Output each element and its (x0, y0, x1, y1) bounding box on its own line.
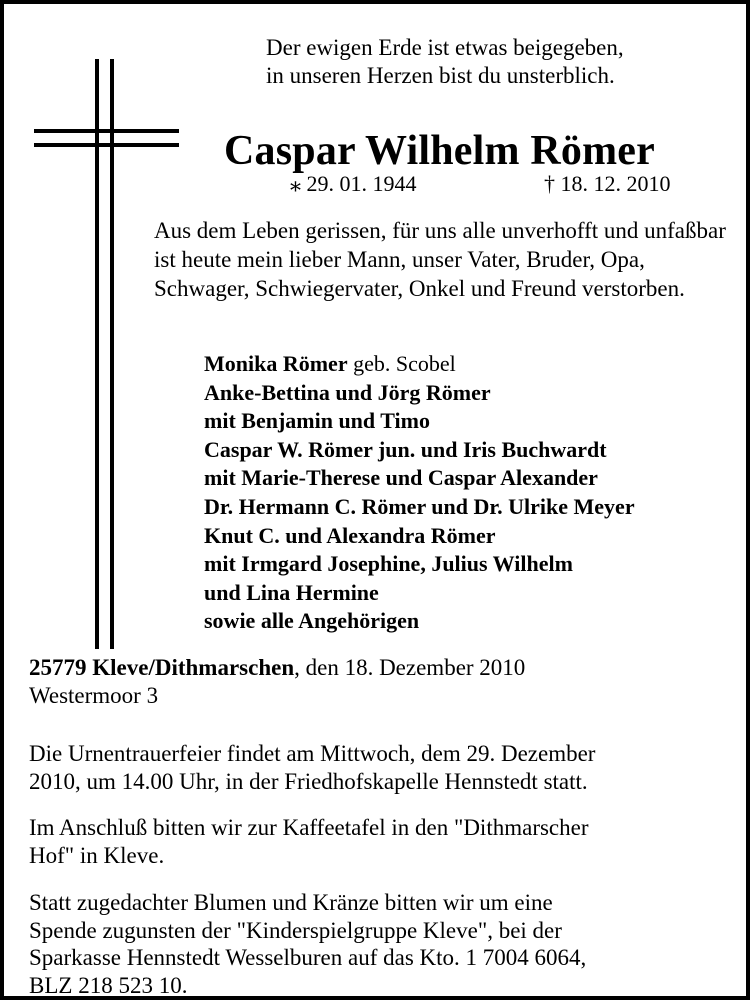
funeral-info-line: 2010, um 14.00 Uhr, in der Friedhofskapelle Hennstedt statt. (29, 768, 588, 794)
family-list (204, 350, 635, 636)
family-line: und Lina Hermine (204, 579, 379, 605)
verse-line: in unseren Herzen bist du unsterblich. (266, 63, 615, 88)
family-line (204, 350, 635, 379)
intro-text: Aus dem Leben gerissen, für uns alle unverhofft und unfaßbar ist heute mein lieber Mann, unser Vater, Bruder, Opa, Schwager, Schwiegervater, Onkel und Freund verstorben. (154, 218, 726, 301)
place-date: , den 18. Dezember 2010 (294, 655, 526, 680)
family-line: mit Benjamin und Timo (204, 408, 430, 434)
place-city: 25779 Kleve/Dithmarschen (29, 655, 295, 680)
place-and-date (29, 654, 525, 710)
family-line: Anke-Bettina und Jörg Römer (204, 379, 491, 405)
reception-info-line: Im Anschluß bitten wir zur Kaffeetafel in den "Dithmarscher (29, 815, 589, 840)
verse (266, 34, 624, 90)
donation-info-line: Statt zugedachter Blumen und Kränze bitten wir um eine (29, 890, 553, 915)
deceased-name: Caspar Wilhelm Römer (224, 128, 655, 174)
reception-info (29, 814, 589, 869)
funeral-info (29, 740, 595, 795)
donation-info (29, 889, 586, 999)
donation-info-line: Spende zugunsten der "Kinderspielgruppe Kleve", bei der (29, 917, 562, 943)
family-line: sowie alle Angehörigen (204, 608, 420, 634)
family-line: Caspar W. Römer jun. und Iris Buchwardt (204, 436, 607, 462)
family-line: mit Marie-Therese und Caspar Alexander (204, 465, 598, 491)
donation-info-line: Sparkasse Hennstedt Wesselburen auf das Kto. 1 7004 6064, (29, 945, 587, 970)
donation-info-line: BLZ 218 523 10. (29, 972, 188, 998)
funeral-info-line: Die Urnentrauerfeier findet am Mittwoch, dem 29. Dezember (29, 741, 596, 766)
family-first-suffix: geb. Scobel (347, 351, 456, 376)
place-street: Westermoor 3 (29, 683, 159, 708)
death-date: † 18. 12. 2010 (544, 171, 671, 196)
verse-line: Der ewigen Erde ist etwas beigegeben, (266, 35, 624, 60)
family-first-name: Monika Römer (204, 351, 348, 376)
birth-date: ⁎ 29. 01. 1944 (290, 171, 417, 196)
cross-icon (34, 59, 179, 649)
reception-info-line: Hof" in Kleve. (29, 842, 165, 868)
place-line (29, 654, 525, 682)
family-line: mit Irmgard Josephine, Julius Wilhelm (204, 551, 573, 577)
family-line: Knut C. und Alexandra Römer (204, 522, 496, 548)
family-line: Dr. Hermann C. Römer und Dr. Ulrike Meyer (204, 493, 635, 519)
